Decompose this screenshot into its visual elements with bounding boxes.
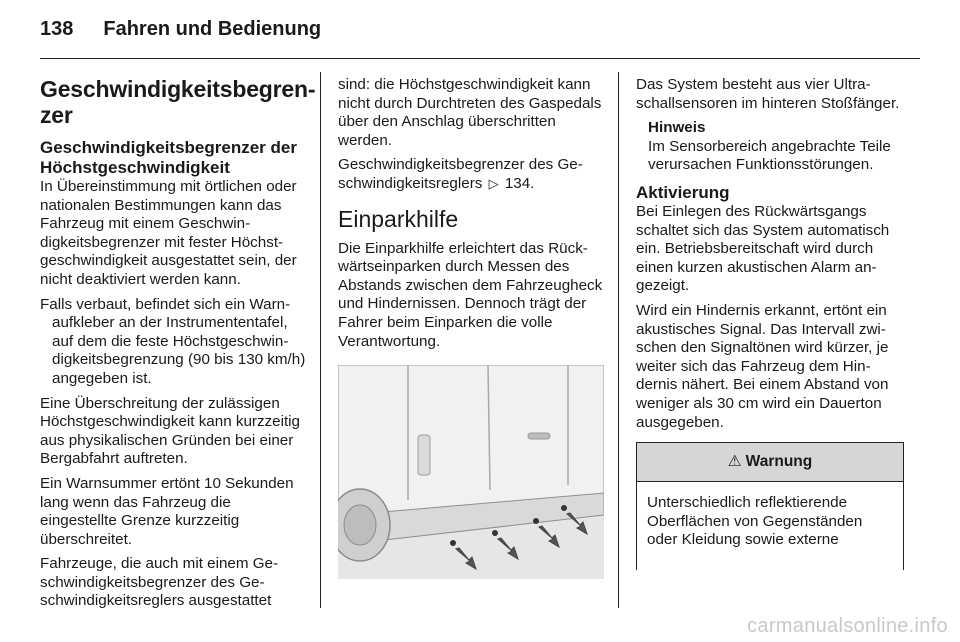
xref-text: Geschwindigkeitsbegrenzer des Geschwindigkeitsreglers	[338, 156, 583, 192]
column-divider	[320, 72, 321, 608]
chapter-title: Fahren und Bedienung	[103, 18, 322, 40]
subsection-heading	[40, 138, 308, 178]
warning-header	[637, 443, 903, 482]
page-number: 138	[40, 18, 74, 40]
subheading-line: Höchstgeschwindigkeit	[40, 158, 230, 177]
paragraph: sind: die Höchstgeschwindigkeit kann nicht durch Durchtreten des Gaspedals über den Anschlag überschritten werden.	[338, 76, 602, 149]
column-1	[40, 76, 316, 617]
hint-text: Im Sensorbereich angebrachte Teile verursachen Funktionsstörungen.	[648, 137, 891, 174]
watermark: carmanualsonline.info	[747, 615, 948, 637]
page-header	[40, 18, 321, 48]
warning-title: Warnung	[745, 452, 813, 470]
section-heading-parking: Einparkhilfe	[338, 205, 459, 232]
column-3	[636, 76, 902, 570]
cross-reference	[338, 156, 606, 193]
column-divider	[618, 72, 619, 608]
subheading-line: Geschwindigkeitsbegrenzer der	[40, 138, 297, 157]
warning-text: Unterschiedlich reflektierende Oberflächen von Gegenständen oder Kleidung sowie externe	[647, 494, 863, 549]
activation-heading: Aktivierung	[636, 182, 730, 202]
heading-line: zer	[40, 102, 73, 128]
paragraph: Wird ein Hindernis erkannt, ertönt ein akustisches Signal. Das Intervall zwischen den Signaltönen wird kürzer, je weiter sich das Fahrzeug dem Hindernis nähert. Bei einem Abstand von weniger als 30 cm wird ein Dauerton ausgegeben.	[636, 301, 889, 431]
paragraph: Falls verbaut, befindet sich ein Warnaufkleber an der Instrumententafel, auf dem die feste Höchstgeschwindigkeitsbegrenzung (90 bis 130 km/h) angegeben ist.	[40, 295, 306, 387]
rear-bumper-illustration	[338, 365, 604, 579]
hint-box	[648, 119, 902, 175]
header-divider	[40, 58, 920, 59]
paragraph: Das System besteht aus vier Ultraschallsensoren im hinteren Stoßfänger.	[636, 76, 900, 112]
hint-title: Hinweis	[648, 119, 706, 137]
paragraph: Fahrzeuge, die auch mit einem Geschwindigkeitsbegrenzer des Geschwindigkeitsreglers ausgestattet	[40, 555, 279, 610]
triangle-arrow-icon: ▷	[488, 175, 499, 191]
van-rear-drawing	[338, 365, 604, 579]
paragraph: Bei Einlegen des Rückwärtsgangs schaltet sich das System automatisch ein. Betriebsbereitschaft wird durch einen kurzen akustischen Alarm angezeigt.	[636, 202, 890, 295]
column-2	[338, 76, 606, 579]
warning-box	[636, 442, 904, 570]
paragraph: Die Einparkhilfe erleichtert das Rückwärtseinparken durch Messen des Abstands zwischen dem Fahrzeugheck und Hindernissen. Dennoch trägt der Fahrer beim Einparken die volle Verantwortung.	[338, 239, 603, 350]
paragraph: Ein Warnsummer ertönt 10 Sekunden lang wenn das Fahrzeug die eingestellte Grenze kurzzeitig überschreitet.	[40, 474, 294, 548]
paragraph: In Übereinstimmung mit örtlichen oder nationalen Bestimmungen kann das Fahrzeug mit einem Geschwindigkeitsbegrenzer mit fester Höchstgeschwindigkeit ausgestattet sein, der nicht deaktiviert werden kann.	[40, 178, 297, 288]
xref-page[interactable]: 134.	[504, 174, 535, 192]
paragraph: Eine Überschreitung der zulässigen Höchstgeschwindigkeit kann kurzzeitig aus physikalischen Gründen bei einer Bergabfahrt auftreten.	[40, 394, 301, 468]
heading-line: Geschwindigkeitsbegren-	[40, 76, 316, 102]
section-heading	[40, 76, 316, 128]
warning-triangle-icon: ⚠	[727, 452, 742, 470]
